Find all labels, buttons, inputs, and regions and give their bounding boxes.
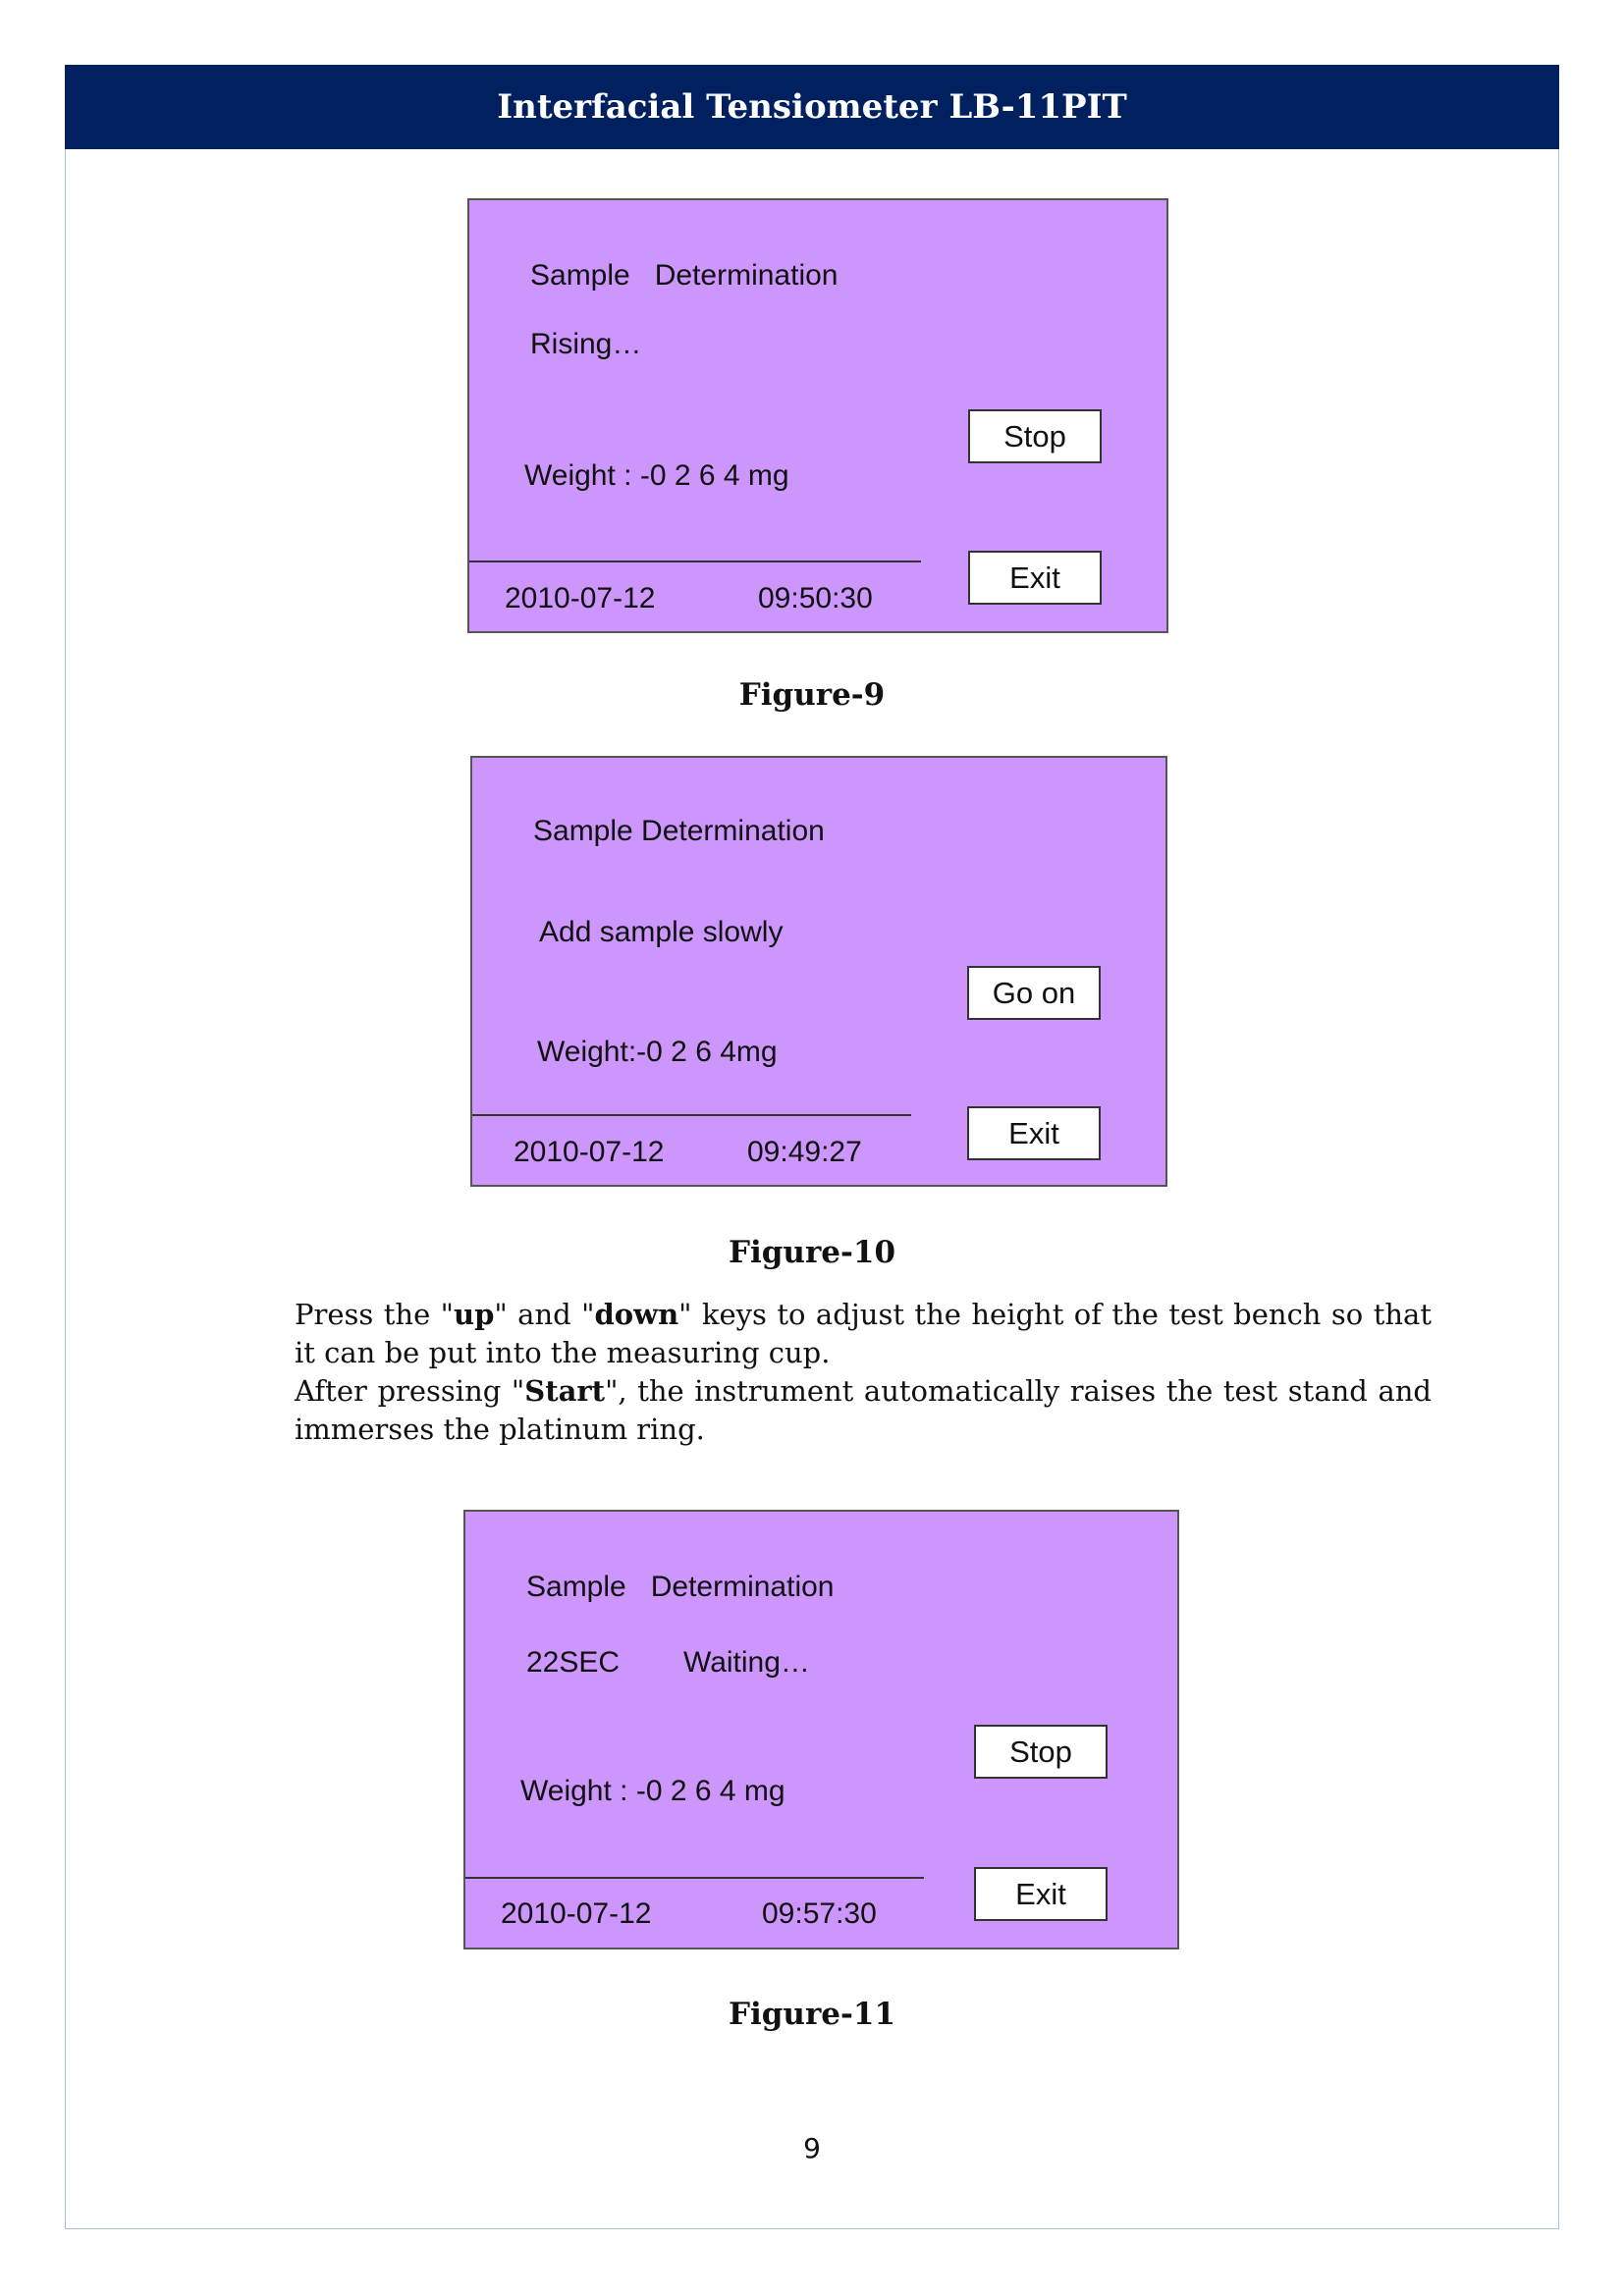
exit-button[interactable]: Exit (974, 1867, 1108, 1921)
time-readout: 09:57:30 (762, 1897, 877, 1930)
date-readout: 2010-07-12 (514, 1136, 665, 1168)
figure-11-screen (463, 1510, 1179, 1949)
screen-title: Sample Determination (530, 259, 839, 292)
date-readout: 2010-07-12 (501, 1897, 652, 1930)
document-header (65, 65, 1559, 149)
screen-title: Sample Determination (533, 815, 825, 847)
figure-9-screen (467, 198, 1168, 633)
status-text: Rising… (530, 328, 642, 360)
status-separator (472, 1114, 911, 1116)
stop-button[interactable]: Stop (968, 409, 1102, 463)
status-text: Add sample slowly (539, 916, 784, 948)
figure-9-caption: Figure-9 (738, 677, 886, 713)
key-up: up (454, 1298, 495, 1331)
status-separator (465, 1877, 924, 1879)
status-text: Waiting… (683, 1646, 810, 1679)
weight-readout: Weight:-0 2 6 4mg (537, 1036, 778, 1068)
date-readout: 2010-07-12 (505, 582, 656, 614)
document-title: Interfacial Tensiometer LB-11PIT (497, 87, 1127, 127)
figure-10-caption: Figure-10 (728, 1235, 896, 1270)
weight-readout: Weight : -0 2 6 4 mg (520, 1775, 785, 1807)
page-number: 9 (803, 2132, 821, 2164)
instruction-text (295, 1296, 1432, 1449)
screen-title: Sample Determination (526, 1571, 835, 1603)
status-separator (469, 561, 921, 562)
paragraph-adjust-height: Press the "up" and "down" keys to adjust the height of the test bench so that it can be put into the measuring cup. (295, 1298, 1432, 1369)
paragraph-start: After pressing "Start", the instrument automatically raises the test stand and immerses the platinum ring. (295, 1374, 1432, 1446)
stop-button[interactable]: Stop (974, 1725, 1108, 1779)
time-readout: 09:50:30 (758, 582, 873, 614)
weight-readout: Weight : -0 2 6 4 mg (524, 459, 789, 492)
figure-10-screen (470, 756, 1167, 1187)
key-start: Start (524, 1374, 606, 1408)
go-on-button[interactable]: Go on (967, 966, 1101, 1020)
exit-button[interactable]: Exit (967, 1106, 1101, 1160)
figure-11-caption: Figure-11 (728, 1997, 896, 2032)
key-down: down (594, 1298, 679, 1331)
time-readout: 09:49:27 (747, 1136, 862, 1168)
exit-button[interactable]: Exit (968, 551, 1102, 605)
countdown-text: 22SEC (526, 1646, 621, 1679)
